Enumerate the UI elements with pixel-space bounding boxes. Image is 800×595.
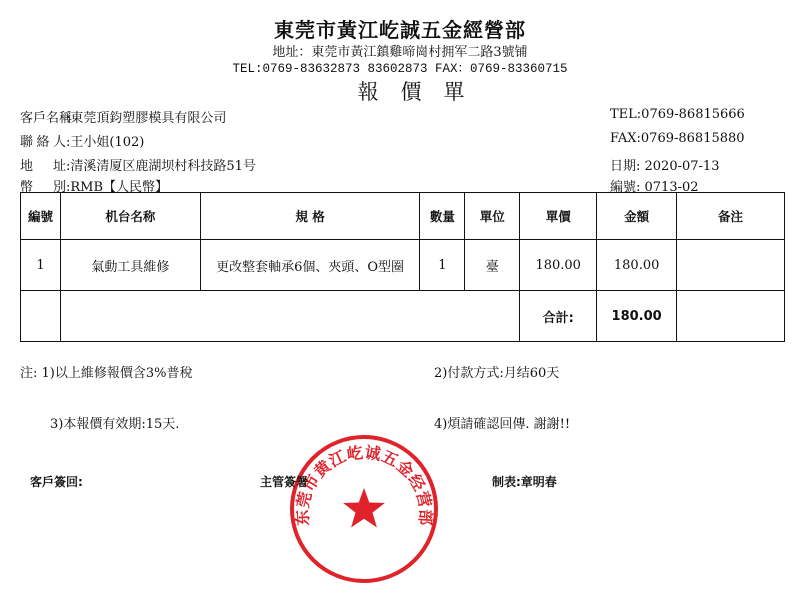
meta-date: 日期: 2020-07-13	[610, 159, 720, 174]
address-value: :清溪清厦区鹿湖坝村科技路51号	[66, 159, 256, 174]
col-header-machine: 机台名称	[60, 193, 200, 240]
customer-name-label: 客戶名稱	[20, 111, 73, 126]
contact-label: 聯絡人	[20, 135, 66, 150]
cell-unit: 臺	[465, 240, 520, 291]
cell-qty: 1	[420, 240, 465, 291]
meta-fax: FAX:0769-86815880	[610, 131, 745, 146]
customer-name-value: :東莞頂鈞塑膠模具有限公司	[66, 111, 227, 126]
table-total-row	[21, 291, 785, 342]
currency-value: :RMB【人民幣】	[66, 180, 169, 195]
company-name: 東莞市黃江屹誠五金經營部	[274, 18, 526, 42]
note-payment: 2)付款方式:月结60天	[434, 366, 560, 381]
cell-remark	[677, 240, 785, 291]
contact-value: :王小姐(102)	[66, 135, 145, 150]
customer-signature-label: 客戶簽回:	[30, 475, 83, 489]
note-tax: 注: 1)以上維修報價含3%普稅	[20, 366, 193, 381]
cell-spec: 更改整套軸承6個、夾頭、O型圈	[200, 240, 420, 291]
total-value: 180.00	[597, 291, 677, 342]
table-row	[21, 240, 785, 291]
address-label: 地址	[20, 159, 66, 174]
maker-label: 制表:章明春	[492, 475, 557, 489]
cell-machine: 氣動工具維修	[60, 240, 200, 291]
meta-number: 編號: 0713-02	[610, 180, 699, 195]
currency-label: 幣別	[20, 180, 66, 195]
total-empty-no	[21, 291, 61, 342]
total-empty-span	[60, 291, 519, 342]
cell-no: 1	[21, 240, 61, 291]
contact-row	[20, 131, 144, 150]
document-title: 報價單	[357, 80, 487, 104]
customer-name-row	[20, 107, 226, 126]
meta-tel: TEL:0769-86815666	[610, 107, 745, 122]
table-header-row	[21, 193, 785, 240]
col-header-unit: 單位	[465, 193, 520, 240]
quote-table	[20, 192, 785, 342]
company-phone-fax: TEL:0769-83632873 83602873 FAX：0769-83360715	[232, 62, 568, 76]
stamp-text: 东莞市黄江屹诚五金经营部	[292, 442, 436, 527]
star-icon	[343, 488, 385, 528]
manager-signature-label: 主管簽署	[260, 475, 309, 489]
col-header-price: 單價	[520, 193, 597, 240]
cell-price: 180.00	[520, 240, 597, 291]
col-header-spec: 規 格	[200, 193, 420, 240]
total-empty-remark	[677, 291, 785, 342]
total-label: 合計:	[520, 291, 597, 342]
company-stamp	[288, 433, 440, 585]
note-confirm: 4)煩請確認回傳. 謝謝!!	[434, 417, 571, 432]
col-header-no: 編號	[21, 193, 61, 240]
col-header-remark: 备注	[677, 193, 785, 240]
note-validity: 3)本報價有效期:15天.	[50, 417, 180, 432]
col-header-qty: 數量	[420, 193, 465, 240]
address-row	[20, 155, 256, 174]
col-header-amount: 金額	[597, 193, 677, 240]
company-address: 地址：東莞市黃江鎮雞啼崗村拥军二路3號铺	[272, 45, 528, 60]
cell-amount: 180.00	[597, 240, 677, 291]
